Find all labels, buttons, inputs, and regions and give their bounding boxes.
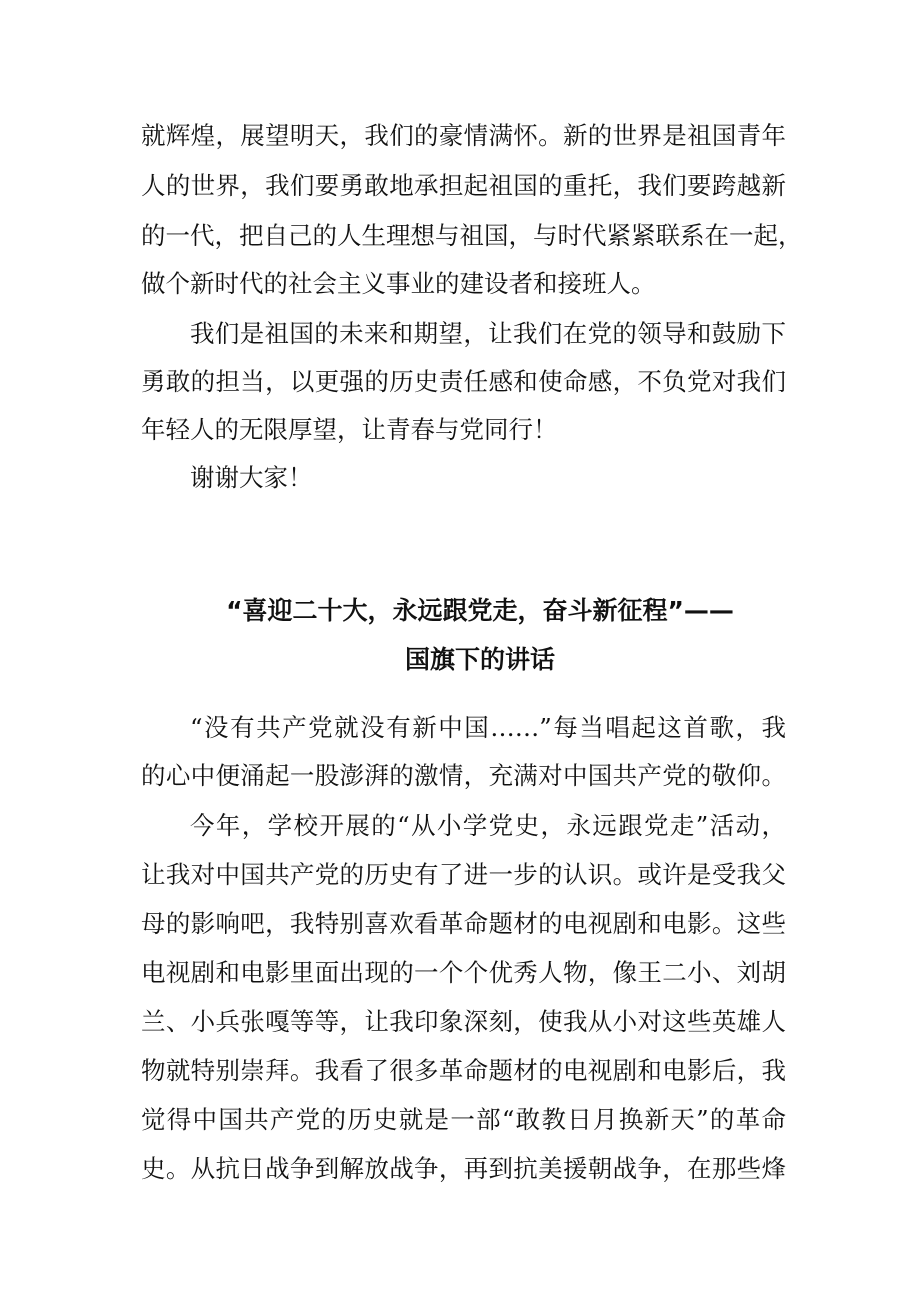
text-line: “没有共产党就没有新中国……”每当唱起这首歌，我 [190,713,786,742]
text-line: 物就特别崇拜。我看了很多革命题材的电视剧和电影后，我 [141,1056,786,1085]
text-line: 就辉煌，展望明天，我们的豪情满怀。新的世界是祖国青年 [141,121,786,150]
speech-title-line-2: 国旗下的讲话 [404,645,555,674]
text-line: 觉得中国共产党的历史就是一部“敢教日月换新天”的革命 [141,1105,786,1134]
text-line: 年轻人的无限厚望，让青春与党同行！ [141,415,558,444]
text-line: 勇敢的担当，以更强的历史责任感和使命感，不负党对我们 [141,367,786,396]
text-line: 人的世界，我们要勇敢地承担起祖国的重托，我们要跨越新 [141,171,786,200]
text-line: 母的影响吧，我特别喜欢看革命题材的电视剧和电影。这些 [141,909,786,938]
text-line: 今年，学校开展的“从小学党史，永远跟党走”活动， [190,811,786,840]
text-line: 史。从抗日战争到解放战争，再到抗美援朝战争，在那些烽 [141,1154,786,1183]
text-line: 我们是祖国的未来和期望，让我们在党的领导和鼓励下 [190,319,786,348]
speech-title-line-1: “喜迎二十大，永远跟党走，奋斗新征程”—— [226,596,734,625]
text-line: 做个新时代的社会主义事业的建设者和接班人。 [141,269,656,298]
closing-thanks: 谢谢大家！ [190,463,313,492]
text-line: 兰、小兵张嘎等等，让我印象深刻，使我从小对这些英雄人 [141,1007,786,1036]
text-line: 的心中便涌起一股澎湃的激情，充满对中国共产党的敬仰。 [141,761,786,790]
text-line: 电视剧和电影里面出现的一个个优秀人物，像王二小、刘胡 [141,958,786,987]
text-line: 让我对中国共产党的历史有了进一步的认识。或许是受我父 [141,860,786,889]
text-line: 的一代，把自己的人生理想与祖国，与时代紧紧联系在一起， [141,221,803,250]
